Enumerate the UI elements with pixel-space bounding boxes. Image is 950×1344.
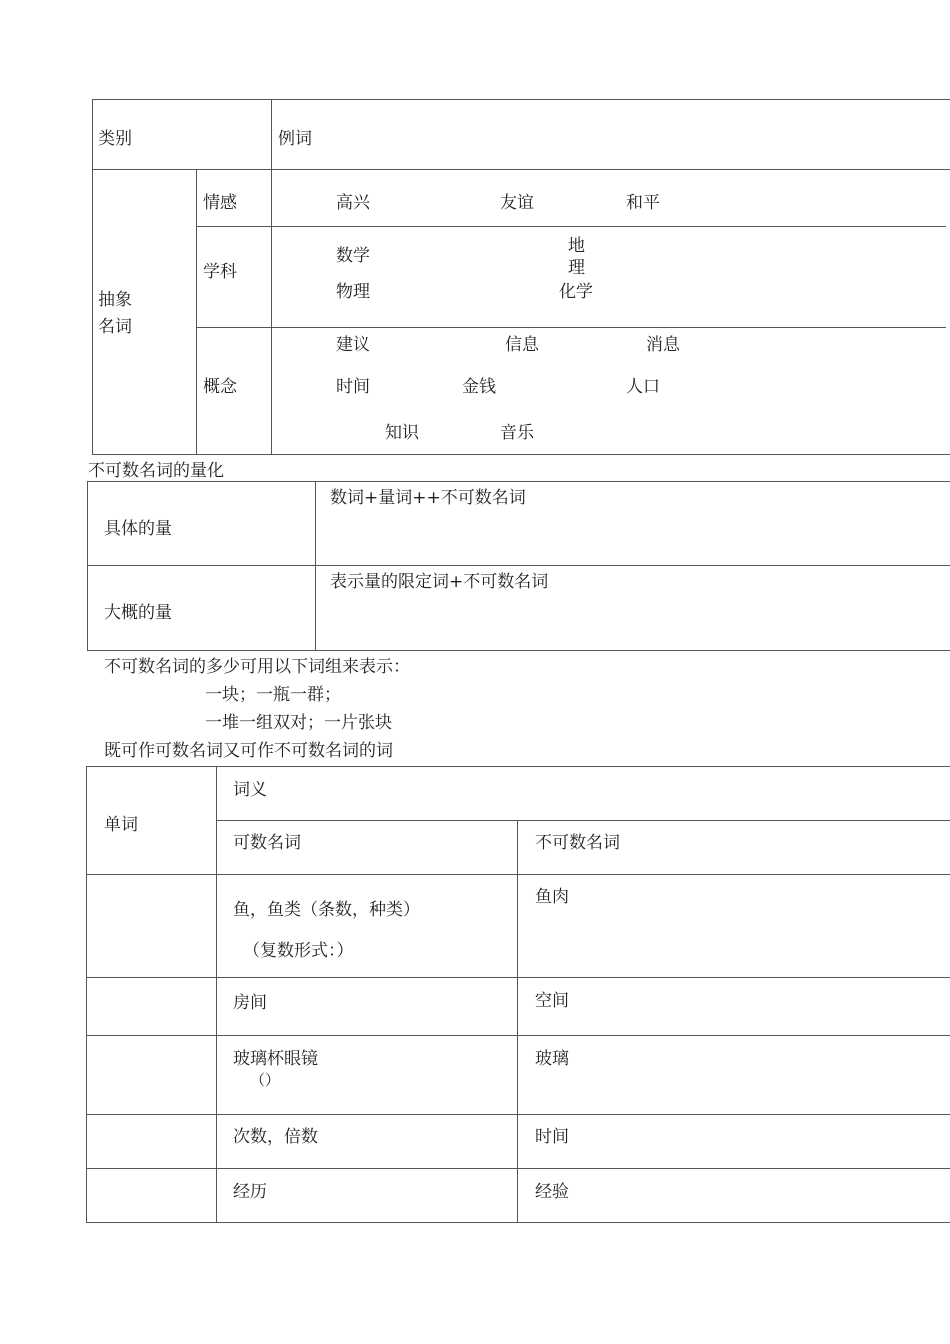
example-word: 时间 [336,377,370,397]
table-border [86,766,87,1222]
section-title-quantification: 不可数名词的量化 [88,461,224,481]
header-uncountable: 不可数名词 [535,833,620,853]
section-title-dual-nouns: 既可作可数名词又可作不可数名词的词 [104,741,393,761]
table-border [87,481,88,650]
example-word: 友谊 [500,193,534,213]
table-border [216,766,217,1222]
uncountable-meaning: 经验 [535,1182,569,1202]
paragraph-intro: 不可数名词的多少可用以下词组来表示： [104,657,410,677]
example-word: 音乐 [500,423,534,443]
countable-note: （） [250,1071,281,1089]
table-border [92,169,950,170]
table-border [517,820,518,1222]
table-border [315,481,316,650]
header-countable: 可数名词 [233,833,301,853]
uncountable-meaning: 鱼肉 [535,887,569,907]
row-label-approx-amount: 大概的量 [104,603,172,623]
countable-meaning: 次数，倍数 [233,1127,318,1147]
table-border [87,565,950,566]
countable-note: （复数形式：） [243,941,354,961]
uncountable-meaning: 时间 [535,1127,569,1147]
example-word: 理 [568,258,585,278]
example-word: 消息 [646,335,680,355]
table-border [92,99,93,454]
example-word: 金钱 [462,377,496,397]
countable-meaning: 经历 [233,1182,267,1202]
example-word: 化学 [559,282,593,302]
pattern-text: 表示量的限定词+不可数名词 [330,572,549,592]
example-word: 高兴 [336,193,370,213]
paragraph-line: 一块；一瓶一群； [205,685,341,705]
example-word: 地 [568,236,585,256]
example-word: 物理 [336,282,370,302]
countable-meaning: 玻璃杯眼镜 [233,1049,318,1069]
uncountable-meaning: 玻璃 [535,1049,569,1069]
example-word: 数学 [336,246,370,266]
example-word: 知识 [385,423,419,443]
header-meaning: 词义 [233,780,267,800]
table-border [196,327,946,328]
table-border [87,650,950,651]
example-word: 建议 [336,335,370,355]
table-border [196,226,946,227]
uncountable-meaning: 空间 [535,991,569,1011]
example-word: 和平 [626,193,660,213]
paragraph-line: 一堆一组双对；一片张块 [205,713,392,733]
table-border [196,169,197,454]
header-word: 单词 [104,815,138,835]
group-label: 抽象 [98,290,132,310]
row-label-subject: 学科 [203,262,237,282]
table-border [86,1222,950,1223]
table-border [92,454,950,455]
table-border [216,820,950,821]
table-border [87,481,950,482]
table-border [92,99,950,100]
table-border [271,99,272,454]
header-examples: 例词 [278,129,312,149]
header-category: 类别 [98,129,132,149]
row-label-emotion: 情感 [203,193,237,213]
example-word: 信息 [505,335,539,355]
countable-meaning: 鱼，鱼类（条数，种类） [233,900,420,920]
row-label-specific-amount: 具体的量 [104,519,172,539]
countable-meaning: 房间 [233,993,267,1013]
group-label: 名词 [98,317,132,337]
example-word: 人口 [626,377,660,397]
row-label-concept: 概念 [203,377,237,397]
pattern-text: 数词+量词++不可数名词 [330,488,526,508]
